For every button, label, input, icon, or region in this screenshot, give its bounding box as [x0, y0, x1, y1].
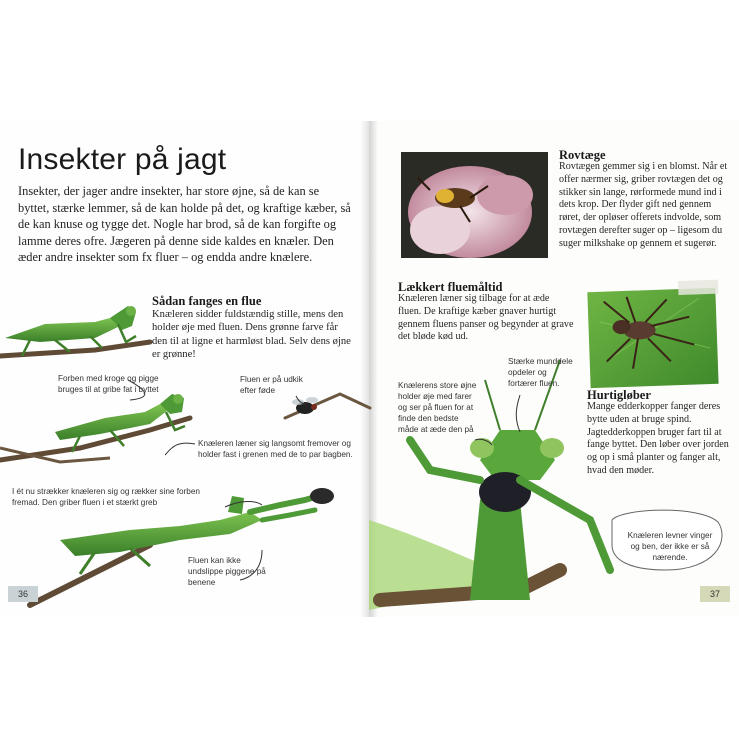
heading-rovtaege: Rovtæge: [559, 148, 606, 162]
label-oejne: Knælerens store øjne holder øje med farer og ser på fluen for at finde den bedste måde at æde den på: [398, 381, 477, 434]
section-text-fange-flue: Knæleren sidder fuldstændig stille, mens den holder øje med fluen. Dens grønne farve får den til at ligne et harmløst blad. Selv dens øjne er grønne!: [152, 309, 351, 361]
fly-on-twig-illustration: [285, 394, 370, 418]
label-laener-sig: Knæleren læner sig langsomt fremover og holder fast i grenen med de to par bagben.: [198, 439, 353, 459]
label-straekker: I ét nu strækker knæleren sig og rækker sine forben fremad. Den griber fluen i et stærkt greb: [12, 487, 200, 507]
text-flue-maaltid: Knæleren læner sig tilbage for at æde fluen. De kraftige kæber gnaver hurtigt gennem fluens panser og begynder at grave det bløde kød ud.: [398, 293, 574, 343]
label-munddele: Stærke munddele opdeler og fortærer fluen.: [508, 357, 573, 388]
section-heading-fange-flue: Sådan fanges en flue: [152, 294, 262, 308]
spider-photo: [587, 280, 722, 389]
page-number-left: 36: [8, 586, 38, 602]
page-number-right: 37: [700, 586, 730, 602]
rovtaege-photo: [401, 152, 548, 258]
page-title: Insekter på jagt: [18, 143, 227, 176]
label-fluen-udkik: Fluen er på udkik efter føde: [240, 375, 303, 395]
label-forben: Forben med kroge og pigge bruges til at gribe fat i byttet: [58, 374, 159, 394]
heading-hurtigloeber: Hurtigløber: [587, 388, 651, 402]
heading-flue-maaltid: Lækkert fluemåltid: [398, 280, 503, 294]
label-undslippe: Fluen kan ikke undslippe piggene på benene: [188, 556, 266, 587]
intro-paragraph: Insekter, der jager andre insekter, har store øjne, så de kan se byttet, stærke lemmer, så de kan holde på det, og kraftige kæber, så de kan knuse og tygge det. Nogle har brod, så de kan forgifte og lamme deres ofre. Jægeren på denne side kaldes en knæler. Den æder andre insekter som fx fluer – og endda andre knælere.: [18, 184, 351, 265]
text-hurtigloeber: Mange edderkopper fanger deres bytte uden at bruge spind. Jagtedderkoppen bruger fart til at fange byttet. Den løber over jorden og op i små planter og fanger alt, hvad den møder.: [587, 401, 729, 476]
mantis-illustration-1: [0, 306, 150, 356]
mantis-illustration-2: [0, 394, 190, 462]
label-vinger: Knæleren levner vinger og ben, der ikke er så nærende.: [627, 531, 713, 562]
text-rovtaege: Rovtægen gemmer sig i en blomst. Når et offer nærmer sig, griber rovtægen det og stikker sin lange, rørformede mund ind i dets krop. Der flyder gift ned gennem røret, der opløser offerets indvolde, som rovtægen derefter suger op – ligesom du suger milkshake op gennem et sugerør.: [559, 161, 728, 249]
